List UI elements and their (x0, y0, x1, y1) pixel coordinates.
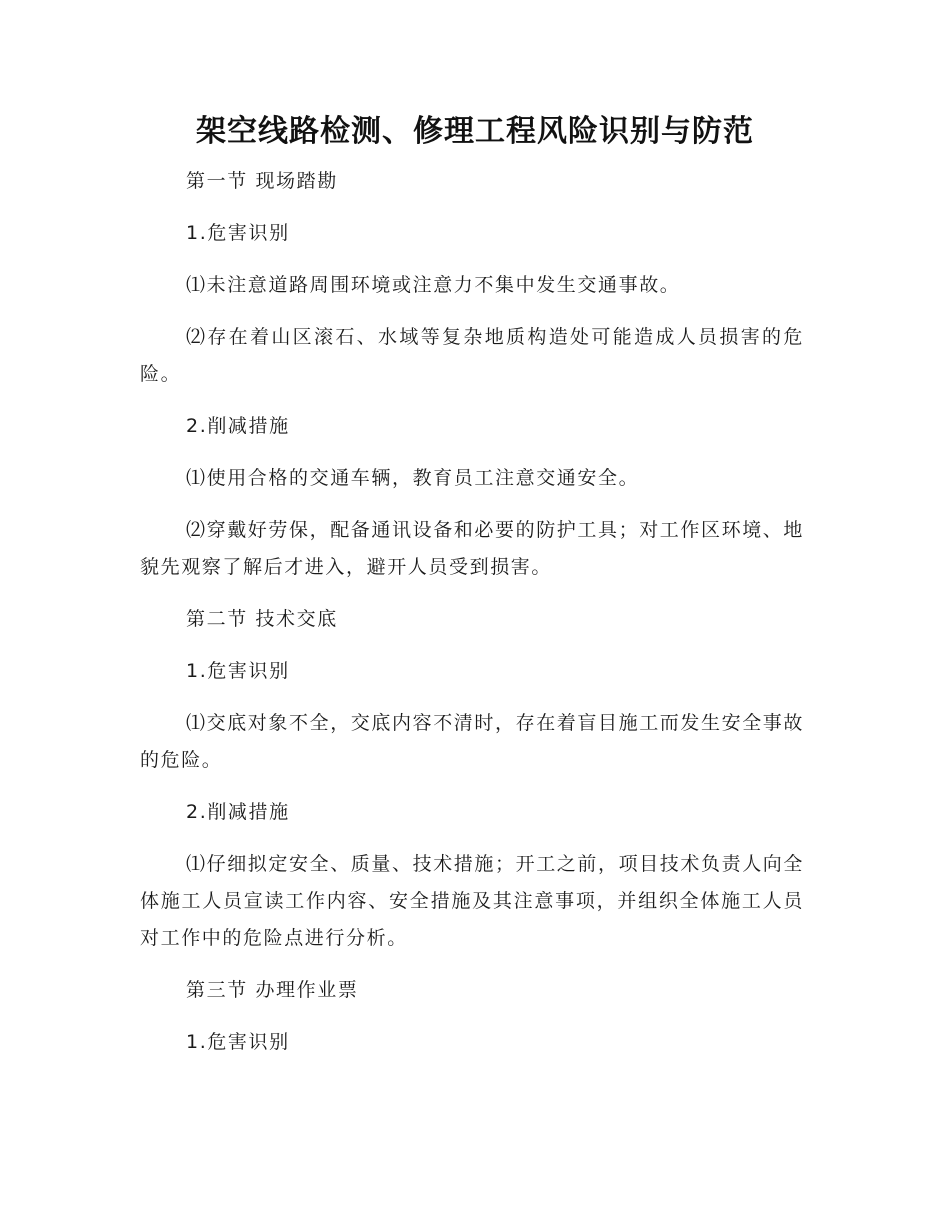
section-heading-1: 第一节 现场踏勘 (186, 170, 338, 192)
subheading-mitigation-measures: 2.削减措施 (186, 801, 290, 823)
subheading-hazard-identification: 1.危害识别 (186, 1031, 290, 1053)
subheading-mitigation-measures: 2.削减措施 (186, 415, 290, 437)
subheading-hazard-identification: 1.危害识别 (186, 660, 290, 682)
section-heading-2: 第二节 技术交底 (186, 608, 338, 630)
paragraph: ⑵存在着山区滚石、水域等复杂地质构造处可能造成人员损害的危险。 (140, 326, 804, 385)
paragraph: ⑴交底对象不全，交底内容不清时，存在着盲目施工而发生安全事故的危险。 (140, 712, 805, 771)
section-heading-3: 第三节 办理作业票 (186, 979, 359, 1001)
paragraph: ⑴仔细拟定安全、质量、技术措施；开工之前，项目技术负责人向全体施工人员宣读工作内容、安全措施及其注意事项，并组织全体施工人员对工作中的危险点进行分析。 (140, 853, 805, 949)
paragraph: ⑴未注意道路周围环境或注意力不集中发生交通事故。 (186, 274, 681, 296)
paragraph: ⑵穿戴好劳保，配备通讯设备和必要的防护工具；对工作区环境、地貌先观察了解后才进入，避开人员受到损害。 (140, 519, 805, 578)
document-body (140, 163, 804, 1076)
paragraph: ⑴使用合格的交通车辆，教育员工注意交通安全。 (186, 467, 640, 489)
document-title: 架空线路检测、修理工程风险识别与防范 (196, 114, 754, 149)
subheading-hazard-identification: 1.危害识别 (186, 222, 290, 244)
